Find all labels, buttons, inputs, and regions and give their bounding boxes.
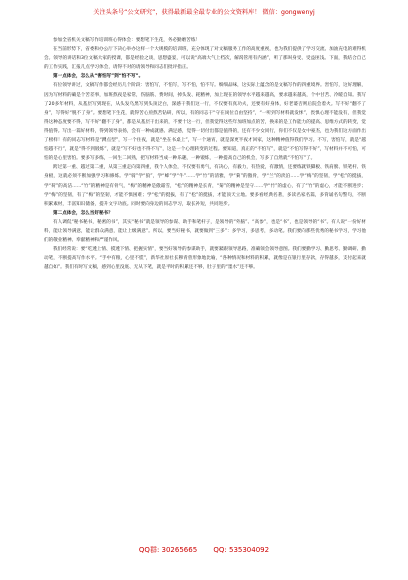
article-paragraph: 我们经常说：要“吃透上情、摸透下情、把握实情”，要当好领导的参谋助手，就要紧跟领导思路，准确领会领导意图。我们要勤学习、勤思考、勤调研、勤动笔，不断提高写作水平。“手中有粮，心里不慌”，新华社原社长穆青曾形象地比喻，“各种情况和材料的积累，就像是在银行里存款，存得越多，支付起来就越自如”。我们有时写文稿，感到心里没底、无从下笔，就是平时的积累还不够，肚子里的“墨水”还不够。 [44,247,366,271]
article-body [44,36,366,272]
article-paragraph: 参加全省机关文稿写作培训班心得体会：要想笔下生花，务必勤磨苦练！ [53,38,201,43]
section-heading: 第二点体会，怎么当好秘书？ [53,210,113,216]
banner-line: 关注头条号“公文研究”，获得最新最全最专业的公文资料库！ 微信：gongwenyj [93,9,315,16]
footer-contact [118,545,290,555]
article-paragraph: 在当前形势下，省委和办公厅下决心举办这样一个大规模的培训班，充分体现了对文稿服务工作的高度重视，也为我们提供了学习交流、加油充电的难得机会。领导的讲话和3位文稿大家的授课，都是经验之谈，思想盛宴，可以说“高端大气上档次，解渴管用有内涵”，听了那叫身受、受益匪浅。下面，我结合自己的工作实践，汇报几点学习体会，请得不对的请领导和同志们批评指正。 [44,47,366,71]
article-paragraph: 有人调侃“秘书秘书，秘密的书”，其实“秘书”就是领导的参谋、助手和笔杆子，是领导的“外脑”、“高参”，也是“书”，也是领导的“书”。有人说“一份好材料，能让领导满意，能让群众满意，能让上级满意”。所以，要当好秘书，就要做到“三多”：多学习，多思考，多动笔。我们要向那些优秀的秘书学习，学习他们的敬业精神、奉献精神和严谨作风。 [44,219,366,244]
article-paragraph: 跨过第一重、越过第二重，从第三重走向第四重，我个人体会，不仅要有勇气，有决心，有毅力，有热爱，有激情，还要练就铁脚板、铁肩膀、铁笔杆、铁身板，这就必须不断加强学习和修炼。学“骑”学“狼”，学“蜂”学“牛”……学“竹”的清雅，学“菊”的傲骨，学“兰”的淡泊……学“梅”的坚韧，学“松”的挺拔，学“荷”的高洁……“竹”的精神是有骨气，“梅”的精神是傲霜雪，“松”的精神是长青，“菊”的精神是坚守……学“竹”的虚心，有了“竹”的虚心，才能不断进步；学“梅”的坚韧，有了“梅”的坚韧，才能不惧困难；学“松”的挺拔，有了“松”的挺拔，才能顶天立地。要多看经典名著，多读名家名篇，多背诵名句警句，不断积累素材，丰富知识储备，提升文字功底。同时要向身边的同志学习，取长补短，共同进步。 [44,165,366,207]
qq-label: QQ: 535304092 [213,546,270,554]
section-heading: 第一点体会，怎么从“害怕写”到“怕不写”。 [53,74,144,80]
top-banner [90,9,318,17]
article-paragraph: 有位领导讲过，文稿写作都会经历几个阶段：害怕写，不怕写，写不怕，怕不写。细细品味，这实际上蕴含的是文稿写作的四重境界。害怕写，这好理解，因为写材料的确是个苦差事，加班熬夜是家常，伤脑筋、费时间，掉头发、耗精神，加上现在的领导水平越来越高，要求越来越高，个中甘苦、冷暖自知。我写了20多年材料，从基层写到现在，从头发乌黑写到头顶泛白，深感干我们这一行，不仅要有真功夫，还要有好身体，好老婆否则后院会着火。写不好“翻不了身”，写得好“脱不了身”。要想笔下生花，就得苦心煎熬苦钻研，所以，有的同志干“守在岗位自由坚持”，“一听到写材料就发怵”，畏惧心理不能没有，但我觉得这种态度要不得，写不好“翻不了身”，都是从基层干出来的，不要十这一行，但我觉得这些年加班加点的苦，换来的是工作能力的提高、思维方式的转变，觉得值得。写出一篇好材料，得到领导表扬，会有一种成就感、满足感，觉得一切付出都是值得的，还有不少女同行，你们不仅是女中豪杰，也为我们这方面作出了榜样！有的同志写材料是“蹲点型”，写一个住夜，就是“坐在书桌上”，写一个通宵，就是深更半夜才回家，这种精神值得我们学习。不写，害怕写，就是“越怕越不行”，就是“得不到锻炼”，就是“写不好也不得不写”，这是一个心理转变的过程。要知道，真正的“不怕写”，就是“不怕写得不好”，写材料并不可怕，可怕的是心里害怕。要多写多练，一回生二回熟，把写材料当成一种乐趣，一种锻炼，一种提高自己的机会，写多了自然就“不怕写”了。 [44,83,366,162]
qq-group-label: QQ群: 30265665 [138,546,198,554]
